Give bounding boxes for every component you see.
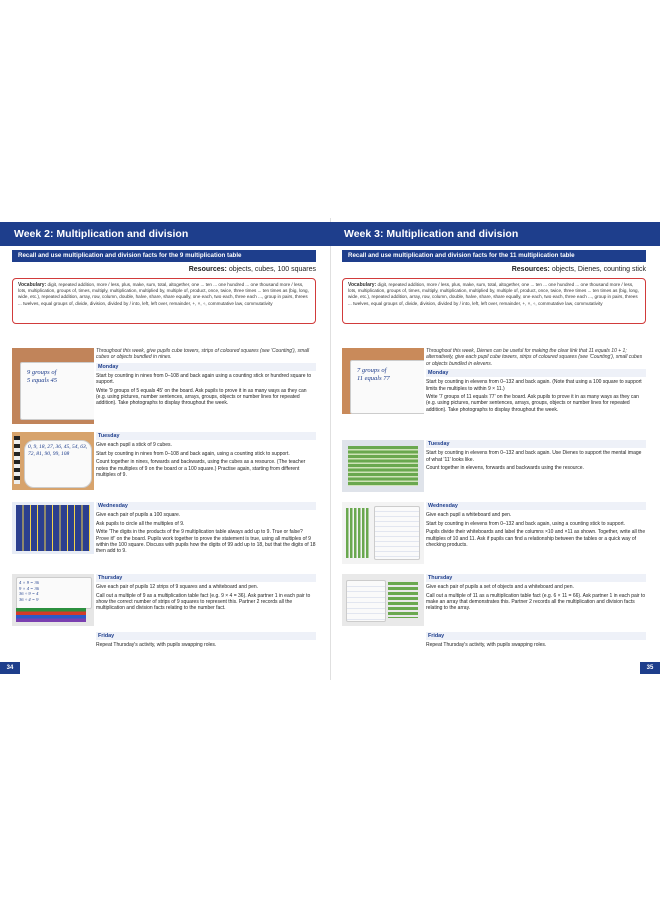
thursday-whiteboard-text: 4 × 9 = 36 9 × 4 = 36 36 ÷ 9 = 4 36 ÷ 4 = 9 [19,580,39,602]
monday-activity [342,348,646,428]
monday-para-1: Start by counting in nines from 0–108 and back again using a counting stick or hundred square to support. [96,373,312,386]
resources-line [512,266,646,273]
thursday-whiteboard [16,577,92,609]
thursday-photo [12,574,94,626]
thursday-whiteboard [346,580,386,622]
tuesday-activity [342,440,646,494]
resources-line [189,266,316,273]
day-label-monday: Monday [426,369,646,377]
friday-activity [12,632,316,654]
array-icon [388,582,418,618]
wednesday-para-1: Give each pair of pupils a 100 square. [96,512,181,519]
right-page [330,218,660,680]
wednesday-para-3: Write 'The digits in the products of the 9 multiplication table always add up to 9. True or false? Prove it!' on the board. Pupils work together to prove the statement is true, using all multiples of 9 within the 100 square. Discuss with pupils how the digits of 99 add up to 18, but that the digits of 18 then add to 9. [96,529,316,555]
monday-para-2: Write '7 groups of 11 equals 77' on the board. Ask pupils to prove it in as many ways as they can (e.g. using pictures, number sentences, arrays, groups, objects or number lines for repeated addition). Take photographs to display throughout the week. [426,394,639,413]
wednesday-activity [342,502,646,570]
monday-photo [342,348,424,414]
day-label-monday: Monday [96,363,316,371]
friday-para-1: Repeat Thursday's activity, with pupils swapping roles. [96,642,217,649]
monday-photo [12,348,94,424]
thursday-para-2: Call out a multiple of 11 as a multiplication table fact (e.g. 6 × 11 = 66). Ask partner 1 in each pair to make an array that demonstrates this. Partner 2 records all the multiplication and division facts relating to the array. [426,592,646,612]
vocabulary-text: digit, repeated addition, more / less, plus, make, sum, total, altogether, one ... ten ... one hundred ... one thousand more / less, lots, multiplication, groups of, times, multiply, multiplication, multiplied by, multiple of, product, once, twice, three times ... ten times as (big, long, wide, etc.), repeated addition, array, row, column, double, halve, share, share equally, one each, two each, three each ..., group in pairs, threes ... twelves, equal groups of, divide, division, divided by / into, left, left over, remainder, +, ×, ÷, commutative law, commutativity [18,282,309,306]
wednesday-text [96,502,316,570]
tuesday-text [96,432,316,494]
thursday-para-1: Give each pair of pupils 12 strips of 9 squares and a whiteboard and pen. [96,584,259,591]
objective-bar: Recall and use multiplication and division facts for the 9 multiplication table [12,250,316,262]
thursday-text [426,574,646,630]
friday-text [96,632,316,654]
speech-bubble [24,440,92,488]
tuesday-photo [342,440,424,492]
vocabulary-label: Vocabulary: [18,282,47,288]
whiteboard-text: 7 groups of 11 equals 77 [357,367,390,382]
page-number: 35 [640,662,660,674]
thursday-text [96,574,316,632]
day-label-friday: Friday [426,632,646,640]
wednesday-para-2: Ask pupils to circle all the multiples of 9. [96,520,185,527]
friday-text [426,632,646,654]
tuesday-activity [12,432,316,494]
dienes-rods-icon [348,446,418,486]
week-intro: Throughout this week, Dienes can be useful for making the clear link that 11 equals 10 + 1; alternatively, give each pupil cube towers, strips of coloured squares (see 'Counting'), small cubes or objects bundled in elevens. [426,348,643,367]
week-title: Week 2: Multiplication and division [0,222,330,246]
bubble-text: 0, 9, 18, 27, 36, 45, 54, 63, 72, 81, 90, 99, 108 [28,444,88,457]
resources-value: objects, Dienes, counting stick [551,266,646,273]
whiteboard-text: 9 groups of 5 equals 45 [27,369,57,384]
wednesday-para-3: Pupils divide their whiteboards and label the columns ×10 and ×11 as shown. Together, write all the multiples of 10 and 11. Ask if pupils can find a relationship between the tables or a quick way of checking products. [426,529,646,548]
thursday-activity [342,574,646,630]
thursday-para-2: Call out a multiple of 9 as a multiplication table fact (e.g. 9 × 4 = 36). Ask partner 1 in each pair to show the correct number of strips of 9 squares to represent this. Partner 2 records all the multiplication and division facts relating to the number fact. [96,592,311,612]
page-number: 34 [0,662,20,674]
tuesday-para-2: Start by counting in nines from 0–108 and back again, using a counting stick to support. [96,450,290,457]
wednesday-para-2: Start by counting in elevens from 0–132 and back again, using a counting stick to support. [426,520,626,527]
day-label-wednesday: Wednesday [96,502,316,510]
hundred-square-icon [16,505,90,551]
resources-value: objects, cubes, 100 squares [228,266,316,273]
left-page [0,218,331,680]
strips-of-nine-icon [16,608,86,622]
resources-label: Resources: [188,266,227,273]
wednesday-photo [12,502,94,554]
wednesday-text [426,502,646,570]
day-label-friday: Friday [96,632,316,640]
day-label-thursday: Thursday [96,574,316,582]
week-intro: Throughout this week, give pupils cube towers, strips of coloured squares (see 'Counting'), small cubes or objects bundled in nines. [96,348,310,361]
tuesday-para-1: Give each pupil a stick of 9 cubes. [96,442,172,449]
vocabulary-label: Vocabulary: [348,282,377,288]
day-label-thursday: Thursday [426,574,646,582]
tuesday-para-1: Start by counting in elevens from 0–132 and back again. Use Dienes to support the mental image of what '11' looks like. [426,450,642,463]
day-label-tuesday: Tuesday [96,432,316,440]
cube-tower-icon [14,436,20,484]
friday-para-1: Repeat Thursday's activity, with pupils swapping roles. [426,642,547,649]
monday-activity [12,348,316,424]
wednesday-activity [12,502,316,570]
tuesday-para-2: Count together in elevens, forwards and backwards using the resource. [426,465,584,472]
wednesday-para-1: Give each pupil a whiteboard and pen. [426,512,512,519]
monday-whiteboard [350,360,424,414]
tuesday-text [426,440,646,494]
day-label-tuesday: Tuesday [426,440,646,448]
day-label-wednesday: Wednesday [426,502,646,510]
monday-para-2: Write '9 groups of 5 equals 45' on the board. Ask pupils to prove it in as many ways as they can (e.g. using pictures, number sentences, arrays, groups, objects or number lines for repeated addition). Take photographs to display throughout the week. [96,387,307,407]
book-spread [0,218,660,680]
thursday-para-1: Give each pair of pupils a set of objects and a whiteboard and pen. [426,584,574,591]
friday-activity [342,632,646,654]
thursday-activity [12,574,316,632]
dienes-icon [346,508,370,558]
vocabulary-box [12,278,316,324]
wednesday-whiteboard [374,506,420,560]
thursday-photo [342,574,424,626]
week-title: Week 3: Multiplication and division [330,222,660,246]
tuesday-para-3: Count together in nines, forwards and backwards, using the cubes as a resource. (The teacher notes the multiples of 9 on the board or a 100 square.) Practise again, starting from different multiples of 9. [96,459,306,478]
tuesday-photo [12,432,94,490]
monday-text [96,348,316,424]
monday-whiteboard [20,362,94,420]
monday-para-1: Start by counting in elevens from 0–132 and back again. (Note that using a 100 square to support limits the multiples to within 9 × 11.) [426,379,642,392]
objective-bar: Recall and use multiplication and division facts for the 11 multiplication table [342,250,646,262]
vocabulary-text: digit, repeated addition, more / less, plus, make, sum, total, altogether, one ... ten ... one hundred ... one thousand more / less, lots, multiplication, groups of, times, multiply, multiplication, multiplied by, multiple of, product, once, twice, three times ... ten times as (big, long, wide, etc.), repeated addition, array, row, column, double, halve, share, share equally, one each, two each, three each ..., group in pairs, threes ... twelves, equal groups of, divide, division, divided by / into, left, left over, remainder, +, ×, ÷, commutative law, commutativity [348,282,639,306]
wednesday-photo [342,502,424,564]
vocabulary-box [342,278,646,324]
monday-text [426,348,646,428]
resources-label: Resources: [511,266,550,273]
